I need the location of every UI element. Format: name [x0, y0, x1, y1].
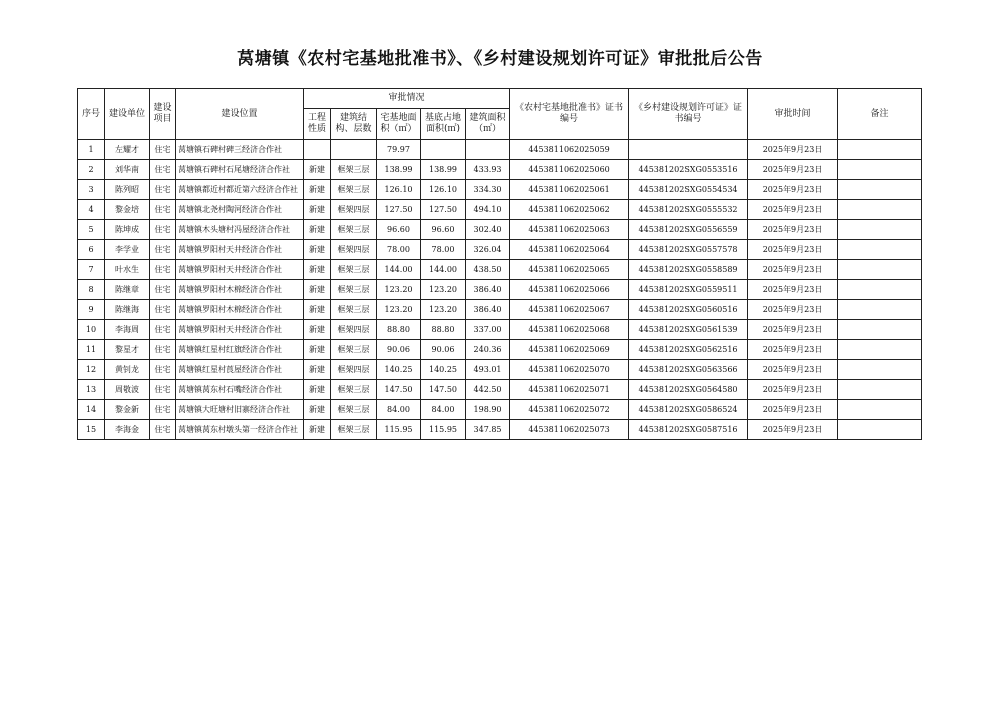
- cell-remarks: [838, 140, 922, 160]
- cell-project: 住宅: [150, 260, 176, 280]
- cell-approval-date: 2025年9月23日: [748, 220, 838, 240]
- cell-structure: 框架四层: [331, 320, 377, 340]
- cell-project: 住宅: [150, 320, 176, 340]
- cell-seq: 2: [78, 160, 105, 180]
- cell-footprint: 84.00: [421, 400, 466, 420]
- cell-remarks: [838, 400, 922, 420]
- cell-homestead-area: 115.95: [377, 420, 421, 440]
- cell-cert2: 445381202SXG0560516: [629, 300, 748, 320]
- cell-building-area: 198.90: [466, 400, 510, 420]
- table-row: [78, 400, 922, 420]
- cell-cert1: 4453811062025069: [510, 340, 629, 360]
- header-building-area: 建筑面积（㎡）: [466, 109, 510, 140]
- cell-building-area: 438.50: [466, 260, 510, 280]
- cell-remarks: [838, 420, 922, 440]
- cell-footprint: 78.00: [421, 240, 466, 260]
- cell-approval-date: 2025年9月23日: [748, 160, 838, 180]
- cell-building-area: [466, 140, 510, 160]
- cell-cert2: 445381202SXG0562516: [629, 340, 748, 360]
- cell-cert2: [629, 140, 748, 160]
- cell-homestead-area: 126.10: [377, 180, 421, 200]
- cell-building-area: 326.04: [466, 240, 510, 260]
- cell-footprint: 90.06: [421, 340, 466, 360]
- cell-footprint: 126.10: [421, 180, 466, 200]
- cell-cert2: 445381202SXG0553516: [629, 160, 748, 180]
- cell-cert1: 4453811062025060: [510, 160, 629, 180]
- cell-project: 住宅: [150, 180, 176, 200]
- cell-builder: 李海金: [105, 420, 150, 440]
- cell-homestead-area: 140.25: [377, 360, 421, 380]
- cell-footprint: 115.95: [421, 420, 466, 440]
- approval-table: [77, 88, 922, 440]
- cell-seq: 7: [78, 260, 105, 280]
- cell-structure: 框架三层: [331, 260, 377, 280]
- cell-structure: 框架四层: [331, 360, 377, 380]
- header-homestead-area: 宅基地面积（㎡）: [377, 109, 421, 140]
- cell-remarks: [838, 360, 922, 380]
- cell-remarks: [838, 380, 922, 400]
- header-cert2: 《乡村建设规划许可证》证书编号: [629, 89, 748, 140]
- cell-builder: 叶水生: [105, 260, 150, 280]
- cell-seq: 4: [78, 200, 105, 220]
- table-row: [78, 240, 922, 260]
- header-location: 建设位置: [176, 89, 304, 140]
- cell-building-area: 337.00: [466, 320, 510, 340]
- cell-builder: 黎金培: [105, 200, 150, 220]
- cell-homestead-area: 144.00: [377, 260, 421, 280]
- table-row: [78, 200, 922, 220]
- header-project: 建设项目: [150, 89, 176, 140]
- cell-nature: 新建: [304, 200, 331, 220]
- table-row: [78, 220, 922, 240]
- cell-approval-date: 2025年9月23日: [748, 280, 838, 300]
- cell-approval-date: 2025年9月23日: [748, 240, 838, 260]
- cell-approval-date: 2025年9月23日: [748, 200, 838, 220]
- cell-approval-date: 2025年9月23日: [748, 340, 838, 360]
- cell-approval-date: 2025年9月23日: [748, 320, 838, 340]
- cell-seq: 5: [78, 220, 105, 240]
- cell-footprint: 123.20: [421, 280, 466, 300]
- cell-approval-date: 2025年9月23日: [748, 260, 838, 280]
- cell-location: 莴塘镇石碑村石尾塘经济合作社: [176, 160, 304, 180]
- cell-builder: 陈继章: [105, 280, 150, 300]
- cell-seq: 10: [78, 320, 105, 340]
- cell-building-area: 347.85: [466, 420, 510, 440]
- table-row: [78, 320, 922, 340]
- table-body: [78, 140, 922, 440]
- cell-structure: 框架三层: [331, 380, 377, 400]
- cell-structure: 框架三层: [331, 160, 377, 180]
- cell-footprint: 140.25: [421, 360, 466, 380]
- cell-nature: 新建: [304, 180, 331, 200]
- cell-structure: 框架三层: [331, 340, 377, 360]
- cell-building-area: 433.93: [466, 160, 510, 180]
- cell-homestead-area: 79.97: [377, 140, 421, 160]
- cell-location: 莴塘镇都近村都近第六经济合作社: [176, 180, 304, 200]
- cell-project: 住宅: [150, 160, 176, 180]
- cell-nature: 新建: [304, 280, 331, 300]
- cell-seq: 9: [78, 300, 105, 320]
- cell-seq: 11: [78, 340, 105, 360]
- cell-location: 莴塘镇红星村红旗经济合作社: [176, 340, 304, 360]
- cell-cert2: 445381202SXG0561539: [629, 320, 748, 340]
- cell-builder: 陈继海: [105, 300, 150, 320]
- cell-nature: 新建: [304, 340, 331, 360]
- table-row: [78, 420, 922, 440]
- cell-cert1: 4453811062025061: [510, 180, 629, 200]
- cell-project: 住宅: [150, 220, 176, 240]
- cell-approval-date: 2025年9月23日: [748, 180, 838, 200]
- cell-footprint: 147.50: [421, 380, 466, 400]
- cell-building-area: 442.50: [466, 380, 510, 400]
- cell-location: 莴塘镇木头塘村冯屋经济合作社: [176, 220, 304, 240]
- cell-structure: 框架三层: [331, 220, 377, 240]
- cell-nature: 新建: [304, 260, 331, 280]
- cell-approval-date: 2025年9月23日: [748, 400, 838, 420]
- cell-structure: 框架三层: [331, 400, 377, 420]
- cell-footprint: 96.60: [421, 220, 466, 240]
- cell-remarks: [838, 260, 922, 280]
- header-approval-group: 审批情况: [304, 89, 510, 109]
- cell-builder: 陈坤成: [105, 220, 150, 240]
- cell-builder: 李海周: [105, 320, 150, 340]
- cell-remarks: [838, 220, 922, 240]
- cell-cert1: 4453811062025059: [510, 140, 629, 160]
- cell-cert1: 4453811062025063: [510, 220, 629, 240]
- table-row: [78, 260, 922, 280]
- cell-nature: 新建: [304, 300, 331, 320]
- cell-project: 住宅: [150, 340, 176, 360]
- cell-project: 住宅: [150, 140, 176, 160]
- cell-project: 住宅: [150, 300, 176, 320]
- cell-cert1: 4453811062025067: [510, 300, 629, 320]
- cell-approval-date: 2025年9月23日: [748, 300, 838, 320]
- cell-location: 莴塘镇罗阳村天井经济合作社: [176, 260, 304, 280]
- cell-cert1: 4453811062025072: [510, 400, 629, 420]
- cell-builder: 陈列昭: [105, 180, 150, 200]
- cell-location: 莴塘镇莴东村石嘴经济合作社: [176, 380, 304, 400]
- cell-remarks: [838, 300, 922, 320]
- cell-seq: 1: [78, 140, 105, 160]
- cell-structure: [331, 140, 377, 160]
- cell-homestead-area: 147.50: [377, 380, 421, 400]
- header-cert1: 《农村宅基地批准书》证书编号: [510, 89, 629, 140]
- cell-building-area: 386.40: [466, 300, 510, 320]
- cell-location: 莴塘镇罗阳村天井经济合作社: [176, 240, 304, 260]
- cell-nature: 新建: [304, 360, 331, 380]
- table-row: [78, 300, 922, 320]
- header-builder: 建设单位: [105, 89, 150, 140]
- cell-cert1: 4453811062025071: [510, 380, 629, 400]
- cell-remarks: [838, 200, 922, 220]
- cell-nature: 新建: [304, 420, 331, 440]
- cell-remarks: [838, 280, 922, 300]
- cell-footprint: 144.00: [421, 260, 466, 280]
- cell-remarks: [838, 160, 922, 180]
- cell-cert1: 4453811062025064: [510, 240, 629, 260]
- cell-homestead-area: 138.99: [377, 160, 421, 180]
- cell-structure: 框架四层: [331, 200, 377, 220]
- cell-cert2: 445381202SXG0556559: [629, 220, 748, 240]
- header-footprint: 基底占地面积(㎡): [421, 109, 466, 140]
- cell-homestead-area: 123.20: [377, 280, 421, 300]
- cell-homestead-area: 123.20: [377, 300, 421, 320]
- cell-homestead-area: 78.00: [377, 240, 421, 260]
- cell-location: 莴塘镇莴东村墩头第一经济合作社: [176, 420, 304, 440]
- header-nature: 工程性质: [304, 109, 331, 140]
- header-seq: 序号: [78, 89, 105, 140]
- cell-seq: 14: [78, 400, 105, 420]
- cell-seq: 13: [78, 380, 105, 400]
- cell-nature: 新建: [304, 160, 331, 180]
- cell-footprint: 123.20: [421, 300, 466, 320]
- table-row: [78, 180, 922, 200]
- cell-location: 莴塘镇红星村莨屋经济合作社: [176, 360, 304, 380]
- cell-homestead-area: 88.80: [377, 320, 421, 340]
- cell-seq: 3: [78, 180, 105, 200]
- cell-building-area: 334.30: [466, 180, 510, 200]
- table-row: [78, 140, 922, 160]
- cell-builder: 黄钊龙: [105, 360, 150, 380]
- cell-builder: 黎星才: [105, 340, 150, 360]
- header-approval-date: 审批时间: [748, 89, 838, 140]
- cell-approval-date: 2025年9月23日: [748, 360, 838, 380]
- cell-project: 住宅: [150, 420, 176, 440]
- page-title: 莴塘镇《农村宅基地批准书》、《乡村建设规划许可证》审批批后公告: [237, 49, 763, 69]
- cell-approval-date: 2025年9月23日: [748, 140, 838, 160]
- cell-builder: 刘华南: [105, 160, 150, 180]
- cell-seq: 6: [78, 240, 105, 260]
- table-header: [78, 89, 922, 140]
- cell-building-area: 386.40: [466, 280, 510, 300]
- cell-cert2: 445381202SXG0586524: [629, 400, 748, 420]
- cell-builder: 李学业: [105, 240, 150, 260]
- table-row: [78, 280, 922, 300]
- cell-cert1: 4453811062025070: [510, 360, 629, 380]
- cell-cert2: 445381202SXG0555532: [629, 200, 748, 220]
- cell-remarks: [838, 340, 922, 360]
- cell-project: 住宅: [150, 380, 176, 400]
- cell-structure: 框架三层: [331, 300, 377, 320]
- cell-builder: 周敬波: [105, 380, 150, 400]
- cell-footprint: 127.50: [421, 200, 466, 220]
- cell-remarks: [838, 180, 922, 200]
- cell-cert1: 4453811062025062: [510, 200, 629, 220]
- cell-remarks: [838, 320, 922, 340]
- cell-location: 莴塘镇罗阳村木棉经济合作社: [176, 280, 304, 300]
- cell-location: 莴塘镇石碑村碑三经济合作社: [176, 140, 304, 160]
- cell-nature: 新建: [304, 380, 331, 400]
- cell-location: 莴塘镇罗阳村天井经济合作社: [176, 320, 304, 340]
- table-row: [78, 360, 922, 380]
- cell-project: 住宅: [150, 200, 176, 220]
- cell-approval-date: 2025年9月23日: [748, 420, 838, 440]
- table-row: [78, 340, 922, 360]
- cell-cert2: 445381202SXG0587516: [629, 420, 748, 440]
- cell-approval-date: 2025年9月23日: [748, 380, 838, 400]
- cell-project: 住宅: [150, 400, 176, 420]
- cell-cert2: 445381202SXG0559511: [629, 280, 748, 300]
- cell-footprint: [421, 140, 466, 160]
- cell-seq: 15: [78, 420, 105, 440]
- cell-location: 莴塘镇北尧村陶河经济合作社: [176, 200, 304, 220]
- cell-homestead-area: 96.60: [377, 220, 421, 240]
- table-row: [78, 380, 922, 400]
- cell-building-area: 302.40: [466, 220, 510, 240]
- cell-project: 住宅: [150, 240, 176, 260]
- cell-project: 住宅: [150, 280, 176, 300]
- cell-builder: 黎金新: [105, 400, 150, 420]
- cell-cert1: 4453811062025068: [510, 320, 629, 340]
- cell-location: 莴塘镇罗阳村木棉经济合作社: [176, 300, 304, 320]
- header-structure: 建筑结构、层数: [331, 109, 377, 140]
- cell-cert2: 445381202SXG0563566: [629, 360, 748, 380]
- cell-remarks: [838, 240, 922, 260]
- cell-location: 莴塘镇大旺塘村旧寨经济合作社: [176, 400, 304, 420]
- cell-homestead-area: 84.00: [377, 400, 421, 420]
- cell-structure: 框架三层: [331, 180, 377, 200]
- cell-cert1: 4453811062025065: [510, 260, 629, 280]
- cell-building-area: 494.10: [466, 200, 510, 220]
- cell-nature: 新建: [304, 400, 331, 420]
- cell-structure: 框架三层: [331, 280, 377, 300]
- cell-homestead-area: 90.06: [377, 340, 421, 360]
- cell-nature: 新建: [304, 320, 331, 340]
- cell-seq: 12: [78, 360, 105, 380]
- cell-building-area: 240.36: [466, 340, 510, 360]
- cell-cert2: 445381202SXG0557578: [629, 240, 748, 260]
- cell-cert1: 4453811062025073: [510, 420, 629, 440]
- cell-project: 住宅: [150, 360, 176, 380]
- cell-footprint: 138.99: [421, 160, 466, 180]
- cell-nature: [304, 140, 331, 160]
- cell-structure: 框架四层: [331, 240, 377, 260]
- cell-building-area: 493.01: [466, 360, 510, 380]
- cell-nature: 新建: [304, 220, 331, 240]
- cell-cert2: 445381202SXG0564580: [629, 380, 748, 400]
- header-remarks: 备注: [838, 89, 922, 140]
- cell-structure: 框架三层: [331, 420, 377, 440]
- cell-nature: 新建: [304, 240, 331, 260]
- cell-seq: 8: [78, 280, 105, 300]
- cell-cert2: 445381202SXG0554534: [629, 180, 748, 200]
- cell-cert2: 445381202SXG0558589: [629, 260, 748, 280]
- cell-builder: 左耀才: [105, 140, 150, 160]
- table-row: [78, 160, 922, 180]
- cell-footprint: 88.80: [421, 320, 466, 340]
- cell-homestead-area: 127.50: [377, 200, 421, 220]
- cell-cert1: 4453811062025066: [510, 280, 629, 300]
